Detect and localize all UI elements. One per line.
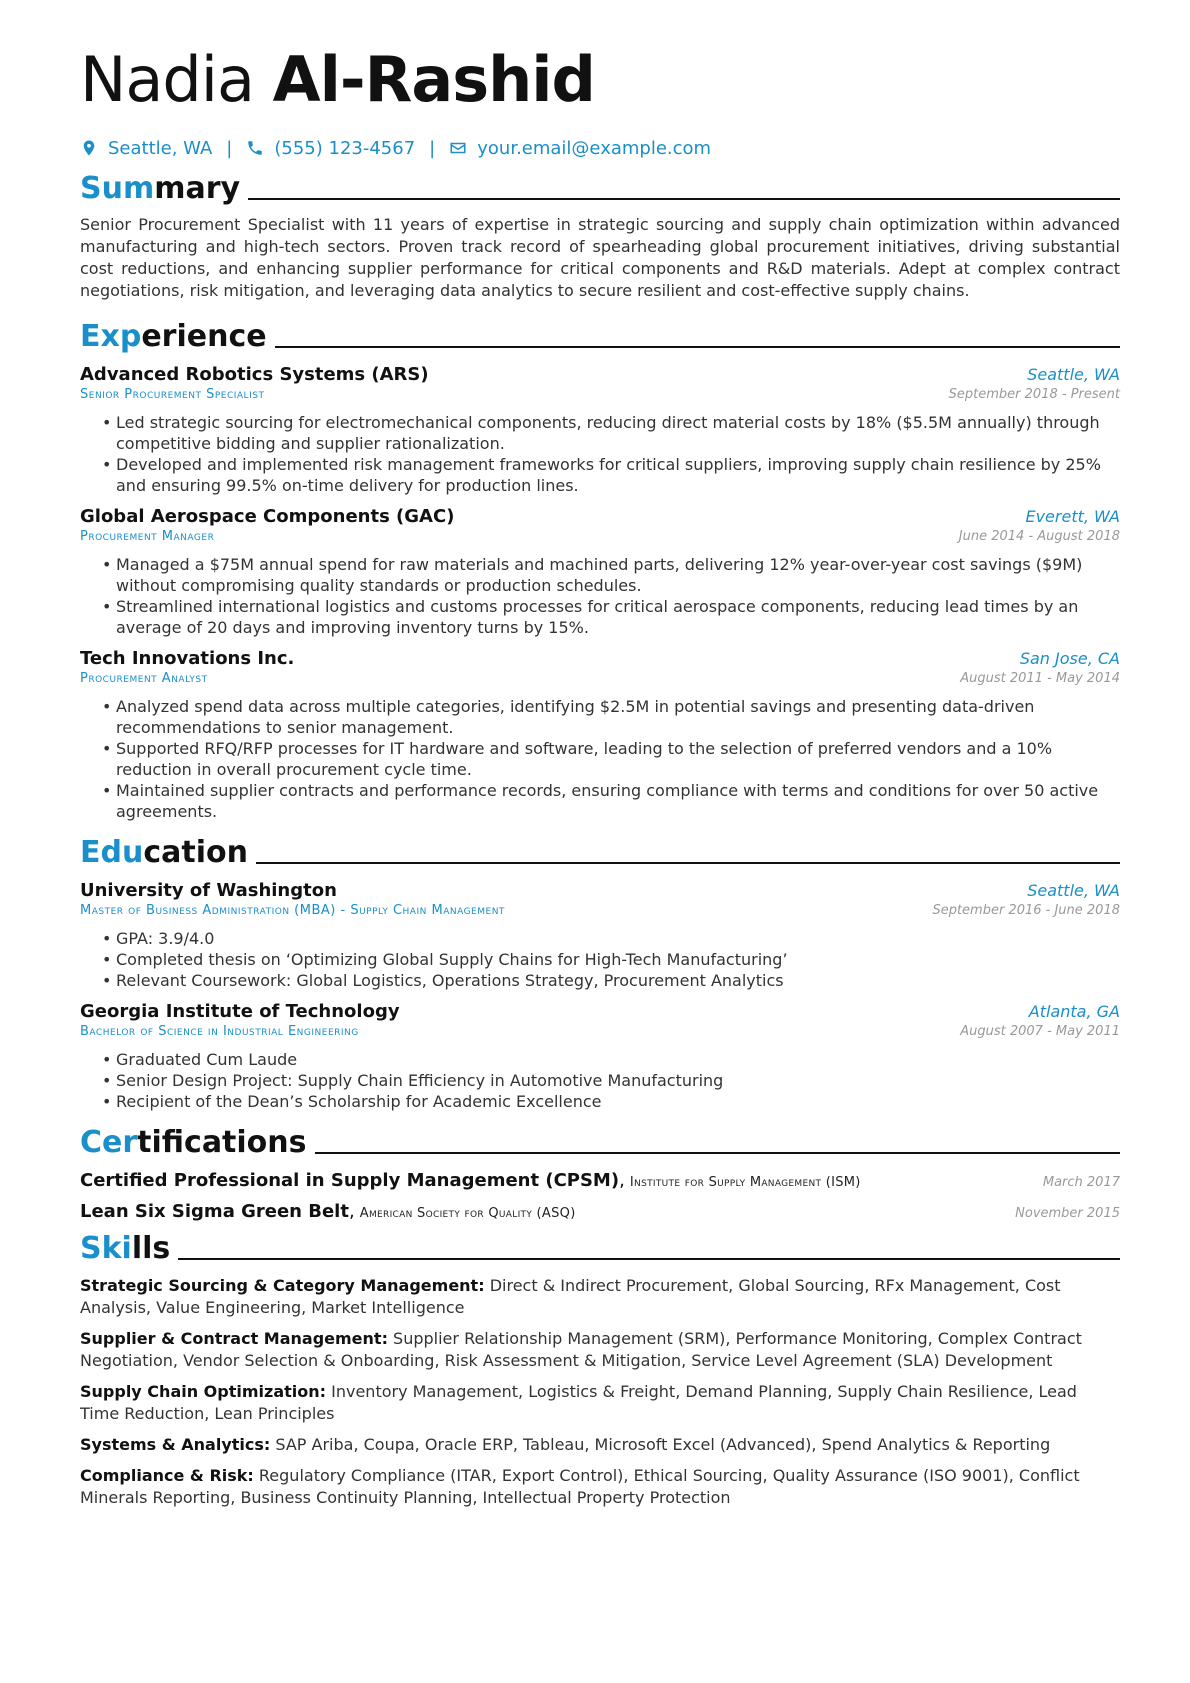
- resume-page: [80, 40, 1120, 1509]
- section-certifications-heading: [80, 1122, 1120, 1160]
- certification-name: Lean Six Sigma Green Belt: [80, 1201, 349, 1222]
- skill-row: [80, 1434, 1120, 1456]
- section-rule: [315, 1152, 1120, 1154]
- list-item: • Supported RFQ/RFP processes for IT hardware and software, leading to the selection of preferred vendors and a 10% reduction in overall procurement cycle time.: [102, 738, 1120, 780]
- section-title: Certifications: [80, 1125, 307, 1160]
- entry-dates: September 2016 - June 2018: [932, 903, 1120, 918]
- skill-label: Strategic Sourcing & Category Management:: [80, 1276, 485, 1295]
- location-text: Seattle, WA: [108, 137, 213, 159]
- skill-label: Supply Chain Optimization:: [80, 1382, 327, 1401]
- contact-email[interactable]: [449, 138, 711, 159]
- degree: Bachelor of Science in Industrial Engineering: [80, 1024, 359, 1039]
- skill-text: Direct & Indirect Procurement, Global Sourcing, RFx Management, Cost Analysis, Value Engineering, Market Intelligence: [80, 1276, 1061, 1317]
- skill-text: Inventory Management, Logistics & Freight, Demand Planning, Supply Chain Resilience, Lead Time Reduction, Lean Principles: [80, 1382, 1077, 1423]
- bullet-list: [80, 554, 1120, 638]
- first-name: Nadia: [80, 43, 254, 116]
- certification-date: November 2015: [1015, 1206, 1120, 1221]
- education-entry: [80, 880, 1120, 991]
- contact-line: [80, 134, 1120, 162]
- list-item: • Analyzed spend data across multiple categories, identifying $2.5M in potential savings and presenting data-driven recommendations to senior management.: [102, 696, 1120, 738]
- contact-phone: [246, 138, 415, 159]
- skill-text: Regulatory Compliance (ITAR, Export Control), Ethical Sourcing, Quality Assurance (ISO 9001), Conflict Minerals Reporting, Business Continuity Planning, Intellectual Property Protection: [80, 1466, 1080, 1507]
- list-item: • GPA: 3.9/4.0: [102, 928, 1120, 949]
- skill-text: Supplier Relationship Management (SRM), Performance Monitoring, Complex Contract Negotiation, Vendor Selection & Onboarding, Risk Assessment & Mitigation, Service Level Agreement (SLA) Development: [80, 1329, 1082, 1370]
- company-name: Tech Innovations Inc.: [80, 648, 295, 669]
- education-entry: [80, 1001, 1120, 1112]
- job-title: Senior Procurement Specialist: [80, 387, 265, 402]
- skill-label: Compliance & Risk:: [80, 1466, 254, 1485]
- degree: Master of Business Administration (MBA) - Supply Chain Management: [80, 903, 505, 918]
- bullet-list: [80, 412, 1120, 496]
- list-item: • Relevant Coursework: Global Logistics, Operations Strategy, Procurement Analytics: [102, 970, 1120, 991]
- school-name: University of Washington: [80, 880, 337, 901]
- phone-icon: [246, 139, 264, 157]
- skill-row: [80, 1275, 1120, 1319]
- section-experience-heading: [80, 316, 1120, 354]
- list-item: • Managed a $75M annual spend for raw materials and machined parts, delivering 12% year-over-year cost savings ($9M) without compromising quality standards or production schedules.: [102, 554, 1120, 596]
- certification-item: [80, 1170, 1120, 1191]
- section-title: Education: [80, 835, 248, 870]
- skill-text: SAP Ariba, Coupa, Oracle ERP, Tableau, Microsoft Excel (Advanced), Spend Analytics & Reporting: [270, 1435, 1051, 1454]
- entry-location: San Jose, CA: [1019, 649, 1120, 668]
- job-title: Procurement Analyst: [80, 671, 208, 686]
- skill-row: [80, 1381, 1120, 1425]
- section-rule: [275, 346, 1120, 348]
- last-name: Al-Rashid: [272, 43, 595, 116]
- list-item: • Streamlined international logistics and customs processes for critical aerospace components, reducing lead times by an average of 20 days and improving inventory turns by 15%.: [102, 596, 1120, 638]
- bullet-list: [80, 928, 1120, 991]
- company-name: Global Aerospace Components (GAC): [80, 506, 455, 527]
- list-item: • Developed and implemented risk management frameworks for critical suppliers, improving supply chain resilience by 25% and ensuring 99.5% on-time delivery for production lines.: [102, 454, 1120, 496]
- entry-location: Everett, WA: [1025, 507, 1120, 526]
- section-skills-heading: [80, 1228, 1120, 1266]
- section-title: Summary: [80, 171, 241, 206]
- bullet-list: [80, 696, 1120, 822]
- map-pin-icon: [80, 139, 98, 157]
- certification-issuer: American Society for Quality (ASQ): [359, 1206, 576, 1221]
- envelope-icon: [449, 139, 467, 157]
- skill-row: [80, 1328, 1120, 1372]
- school-name: Georgia Institute of Technology: [80, 1001, 400, 1022]
- entry-location: Seattle, WA: [1027, 365, 1120, 384]
- entry-location: Seattle, WA: [1027, 881, 1120, 900]
- certification-comma: ,: [348, 1201, 355, 1222]
- summary-text: Senior Procurement Specialist with 11 years of expertise in strategic sourcing and supply chain optimization within advanced manufacturing and high-tech sectors. Proven track record of spearheading global procurement initiatives, driving substantial cost reductions, and enhancing supplier performance for critical components and R&D materials. Adept at complex contract negotiations, risk mitigation, and leveraging data analytics to secure resilient and cost-effective supply chains.: [80, 215, 1120, 300]
- certification-comma: ,: [619, 1170, 625, 1191]
- job-title: Procurement Manager: [80, 529, 215, 544]
- contact-separator: |: [226, 137, 233, 159]
- list-item: • Graduated Cum Laude: [102, 1049, 1120, 1070]
- certification-item: [80, 1201, 1120, 1222]
- list-item: • Led strategic sourcing for electromechanical components, reducing direct material costs by 18% ($5.5M annually) through competitive bidding and supplier rationalization.: [102, 412, 1120, 454]
- email-link[interactable]: your.email@example.com: [477, 137, 712, 159]
- certification-issuer: Institute for Supply Management (ISM): [629, 1175, 861, 1190]
- skill-label: Supplier & Contract Management:: [80, 1329, 388, 1348]
- list-item: • Senior Design Project: Supply Chain Efficiency in Automotive Manufacturing: [102, 1070, 1120, 1091]
- phone-text: (555) 123-4567: [274, 137, 416, 159]
- company-name: Advanced Robotics Systems (ARS): [80, 364, 429, 385]
- entry-dates: September 2018 - Present: [948, 387, 1120, 402]
- section-summary-heading: [80, 168, 1120, 206]
- certification-name: Certified Professional in Supply Management (CPSM): [80, 1170, 620, 1191]
- contact-location: [80, 138, 212, 159]
- candidate-name: [80, 40, 1120, 120]
- skill-row: [80, 1465, 1120, 1509]
- entry-dates: August 2007 - May 2011: [960, 1024, 1120, 1039]
- entry-dates: June 2014 - August 2018: [958, 529, 1120, 544]
- entry-location: Atlanta, GA: [1028, 1002, 1120, 1021]
- section-rule: [248, 198, 1120, 200]
- section-title: Skills: [80, 1231, 171, 1266]
- section-rule: [256, 862, 1120, 864]
- experience-entry: [80, 506, 1120, 638]
- list-item: • Maintained supplier contracts and performance records, ensuring compliance with terms and conditions for over 50 active agreements.: [102, 780, 1120, 822]
- contact-separator: |: [429, 137, 436, 159]
- section-rule: [178, 1258, 1120, 1260]
- entry-dates: August 2011 - May 2014: [960, 671, 1120, 686]
- experience-entry: [80, 648, 1120, 822]
- skill-label: Systems & Analytics:: [80, 1435, 271, 1454]
- section-title: Experience: [80, 319, 267, 354]
- list-item: • Completed thesis on ‘Optimizing Global Supply Chains for High-Tech Manufacturing’: [102, 949, 1120, 970]
- certification-date: March 2017: [1042, 1175, 1120, 1190]
- bullet-list: [80, 1049, 1120, 1112]
- section-education-heading: [80, 832, 1120, 870]
- experience-entry: [80, 364, 1120, 496]
- list-item: • Recipient of the Dean’s Scholarship for Academic Excellence: [102, 1091, 1120, 1112]
